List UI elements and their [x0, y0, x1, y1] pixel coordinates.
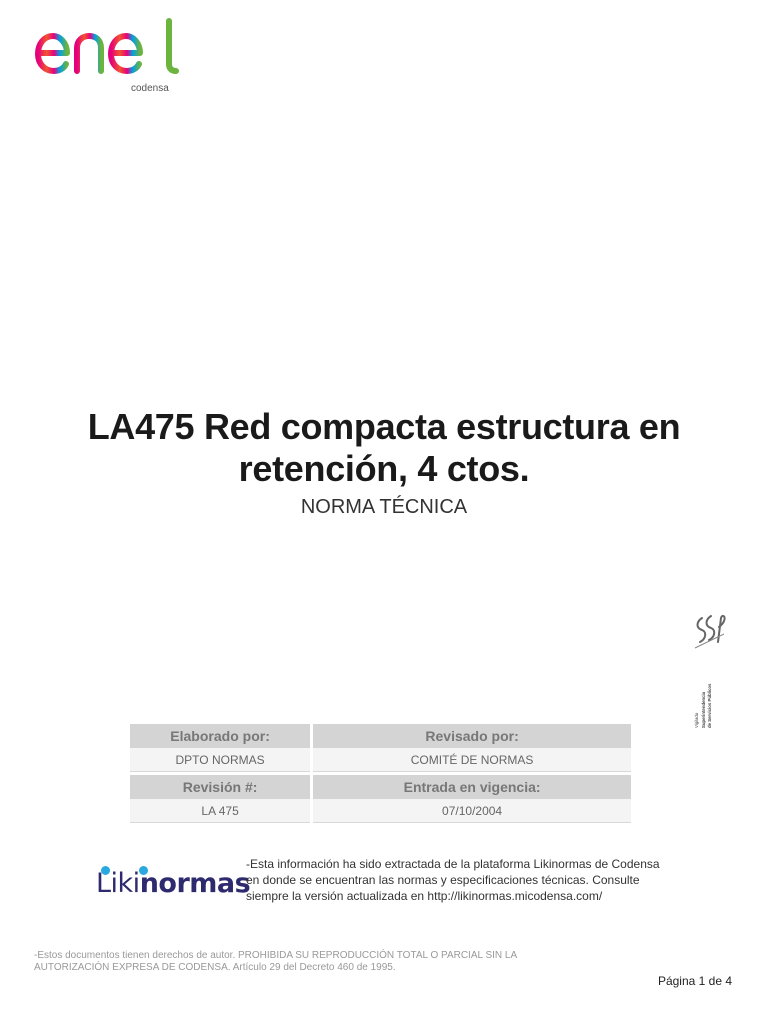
document-subtitle: NORMA TÉCNICA [300, 496, 468, 518]
likinormas-wordmark [96, 867, 250, 901]
table-row [130, 748, 631, 772]
vigencia-header: Entrada en vigencia: [313, 775, 631, 799]
seal-line-3: de Servicios Públicos [707, 683, 712, 728]
likinormas-brand-part2: normas [139, 868, 251, 899]
revisado-por-header: Revisado por: [313, 724, 631, 748]
table-row [130, 799, 631, 823]
document-info-table [127, 724, 634, 823]
likinormas-note: -Esta información ha sido extractada de la plataforma Likinormas de Codensa en donde se encuentran las normas y especificaciones técnicas. Consulte siempre la versión actualizada en http://likinormas.micodensa.com/ [246, 857, 660, 903]
logo-subtext: codensa [131, 83, 169, 94]
elaborado-por-header: Elaborado por: [130, 724, 310, 748]
ssp-seal [692, 612, 726, 730]
revision-value: LA 475 [130, 799, 310, 823]
seal-line-1: Vigilado [694, 712, 699, 728]
likinormas-brand-part1: Liki [96, 868, 140, 899]
page-number: Página 1 de 4 [657, 974, 732, 988]
ssp-signature-icon [692, 612, 726, 662]
elaborado-por-value: DPTO NORMAS [130, 748, 310, 772]
enel-logo-mark [34, 18, 182, 82]
title-block [0, 406, 768, 519]
revisado-por-value: COMITÉ DE NORMAS [313, 748, 631, 772]
table-header-row [130, 775, 631, 799]
vigencia-value: 07/10/2004 [313, 799, 631, 823]
table-header-row [130, 724, 631, 748]
seal-line-2: Superintendencia [701, 691, 706, 728]
enel-logo [34, 18, 182, 96]
likinormas-logo [96, 863, 251, 903]
copyright-notice: -Estos documentos tienen derechos de autor. PROHIBIDA SU REPRODUCCIÓN TOTAL O PARCIAL SIN LA AUTORIZACIÓN EXPRESA DE CODENSA. Artículo 29 del Decreto 460 de 1995. [34, 950, 517, 973]
document-title: LA475 Red compacta estructura en retención, 4 ctos. [87, 406, 681, 489]
revision-header: Revisión #: [130, 775, 310, 799]
